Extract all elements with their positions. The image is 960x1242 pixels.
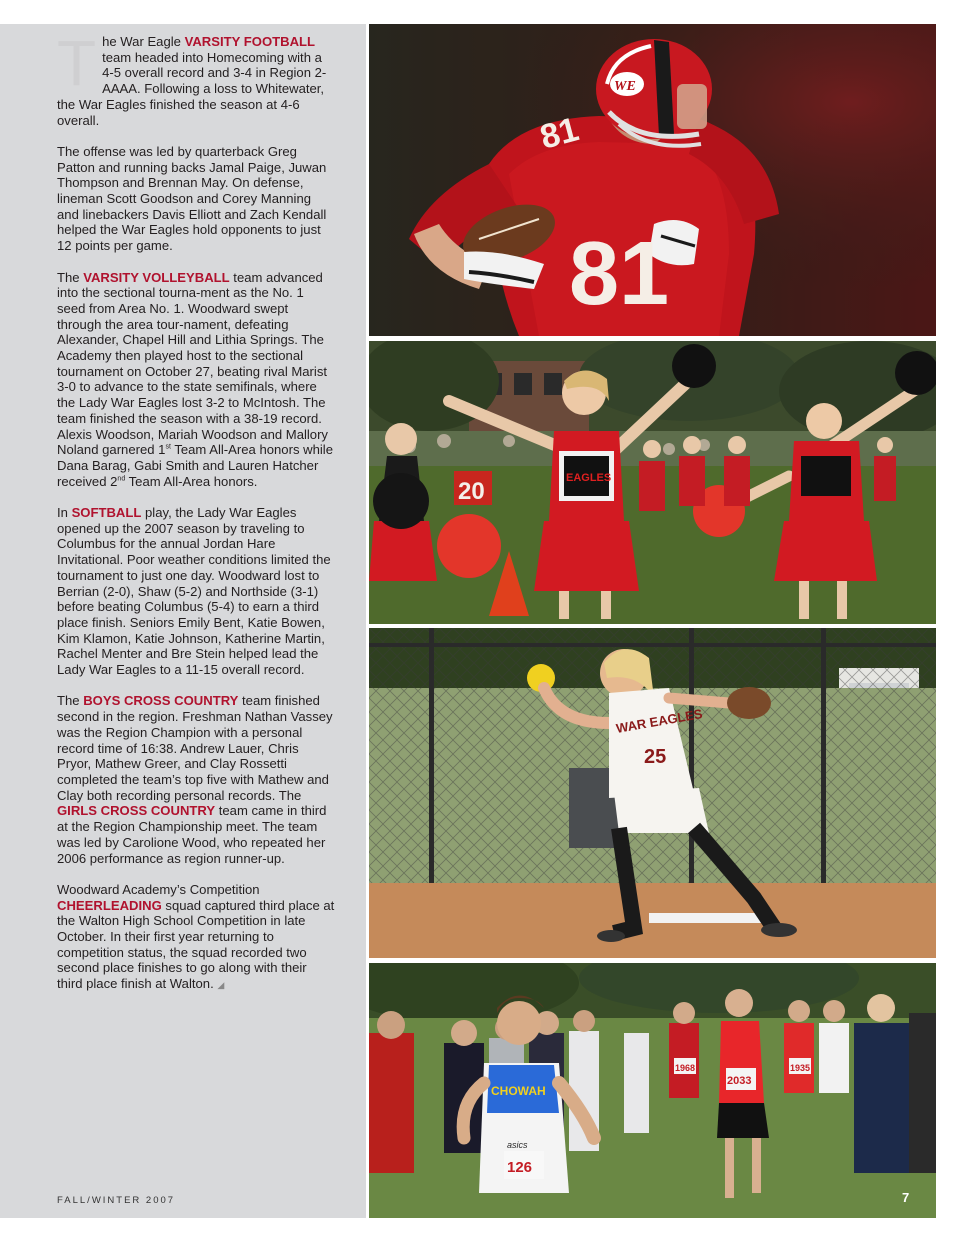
issue-footer: FALL/WINTER 2007: [57, 1195, 176, 1206]
runner-brand: asics: [507, 1140, 528, 1150]
softball-jersey-text: WAR EAGLES: [614, 706, 704, 736]
cross-country-photo: [369, 963, 936, 1218]
volleyball-paragraph: [57, 270, 335, 490]
girls-cross-country-team: GIRLS CROSS COUNTRY: [57, 803, 216, 819]
page-number: 7: [902, 1190, 910, 1205]
football-text: team headed into Homecoming with a 4-5 overall record and 3-4 in Region 2-AAAA. Following a loss to Whitewater, the War Eagles finished the season at 4-6 overall.: [57, 49, 327, 128]
girls-cross-country-text: team came in third at the Region Championship meet. The team was led by Carolione Wood, who repeated her 2006 performance as region runner-up.: [57, 803, 327, 866]
cheerleading-team: CHEERLEADING: [57, 897, 162, 913]
boys-cross-country-text: team finished second in the region. Freshman Nathan Vassey was the Region Champion with a personal record time of 16:38. Andrew Lauer, Chris Pryor, Mathew Greer, and Clay Rossetti completed the team’s top five with Mathew and Clay both recording personal records. The: [57, 693, 333, 803]
offense-paragraph: The offense was led by quarterback Greg Patton and running backs Jamal Paige, Juwan Thompson and Brennan May. On defense, lineman Scott Goodson and Corey Manning and linebackers Davis Elliott and Zach Kendall helped the War Eagles hold opponents to just 12 points per game.: [57, 143, 327, 254]
ordinal-second: nd: [117, 475, 126, 483]
helmet-logo: WE: [614, 79, 636, 94]
cheerleading-photo: [369, 341, 936, 624]
softball-photo: [369, 628, 936, 958]
football-team: VARSITY FOOTBALL: [184, 34, 316, 49]
softball-team: SOFTBALL: [71, 505, 142, 521]
cheerleading-paragraph: [57, 882, 335, 994]
football-jersey-number: 81: [569, 224, 670, 324]
cross-country-paragraph: [57, 693, 335, 866]
football-paragraph: [57, 27, 335, 128]
runner-bib-4: 1935: [790, 1063, 811, 1073]
article-body: [57, 27, 335, 1010]
runner-bib-2: 2033: [727, 1075, 752, 1087]
end-mark-icon: ◢: [217, 980, 225, 991]
football-shoulder-number: 81: [536, 110, 583, 157]
runner-bib-1: 126: [507, 1159, 533, 1176]
softball-paragraph: [57, 505, 335, 678]
volleyball-text: team advanced into the sectional tourna-ment as the No. 1 seed from Area No. 1. Woodward swept through the area tour-nament, defeating Alexander, Chapel Hill and Lithia Springs. The Academy then played host to the sectional tournament on October 27, beating rival Marist 3-0 to advance to the state semifinals, where the Lady War Eagles lost 3-2 to McIntosh. The team finished the season with a 38-19 record. Alexis Woodson, Mariah Woodson and Mallory Noland garnered 1: [57, 269, 328, 458]
cheerleading-text: squad captured third place at the Walton High School Competition in late October. In their first year returning to competition status, the squad recorded two second place finishes to go along with their third place finish at Walton.: [57, 897, 335, 992]
football-photo: [369, 24, 936, 336]
cheerleading-pre: Woodward Academy’s Competition: [57, 881, 260, 897]
cheer-sign-number: 20: [458, 478, 485, 505]
volleyball-text-2: Team All-Area honors while Dana Barag, Gabi Smith and Lauren Hatcher received 2: [57, 442, 333, 489]
volleyball-text-3: Team All-Area honors.: [125, 473, 258, 489]
cross-country-pre: The: [57, 693, 84, 709]
softball-jersey-number: 25: [644, 746, 667, 768]
runner-jersey-text: CHOWAH: [491, 1084, 546, 1098]
runner-bib-3: 1968: [675, 1063, 696, 1073]
softball-pre: In: [57, 505, 72, 521]
football-intro: he War Eagle: [102, 34, 185, 49]
ordinal-first: st: [165, 443, 171, 451]
softball-text: play, the Lady War Eagles opened up the 2007 season by traveling to Columbus for the annual Jordan Hare Invitational. Poor weather conditions limited the tournament to just one day. Woodward lost to Berrian (2-0), Shaw (5-2) and Northside (3-1) before beating Columbus (5-4) to earn a third place finish. Seniors Emily Bent, Katie Bowen, Kim Klamon, Katie Johnson, Katherine Martin, Rachel Menter and Bre Stein helped lead the Lady War Eagles to a 11-15 overall record.: [57, 505, 331, 678]
volleyball-team: VARSITY VOLLEYBALL: [83, 269, 230, 285]
dropcap: T: [57, 27, 97, 99]
volleyball-pre: The: [57, 269, 84, 285]
boys-cross-country-team: BOYS CROSS COUNTRY: [83, 693, 239, 709]
cheer-uniform-text: EAGLES: [566, 472, 612, 484]
